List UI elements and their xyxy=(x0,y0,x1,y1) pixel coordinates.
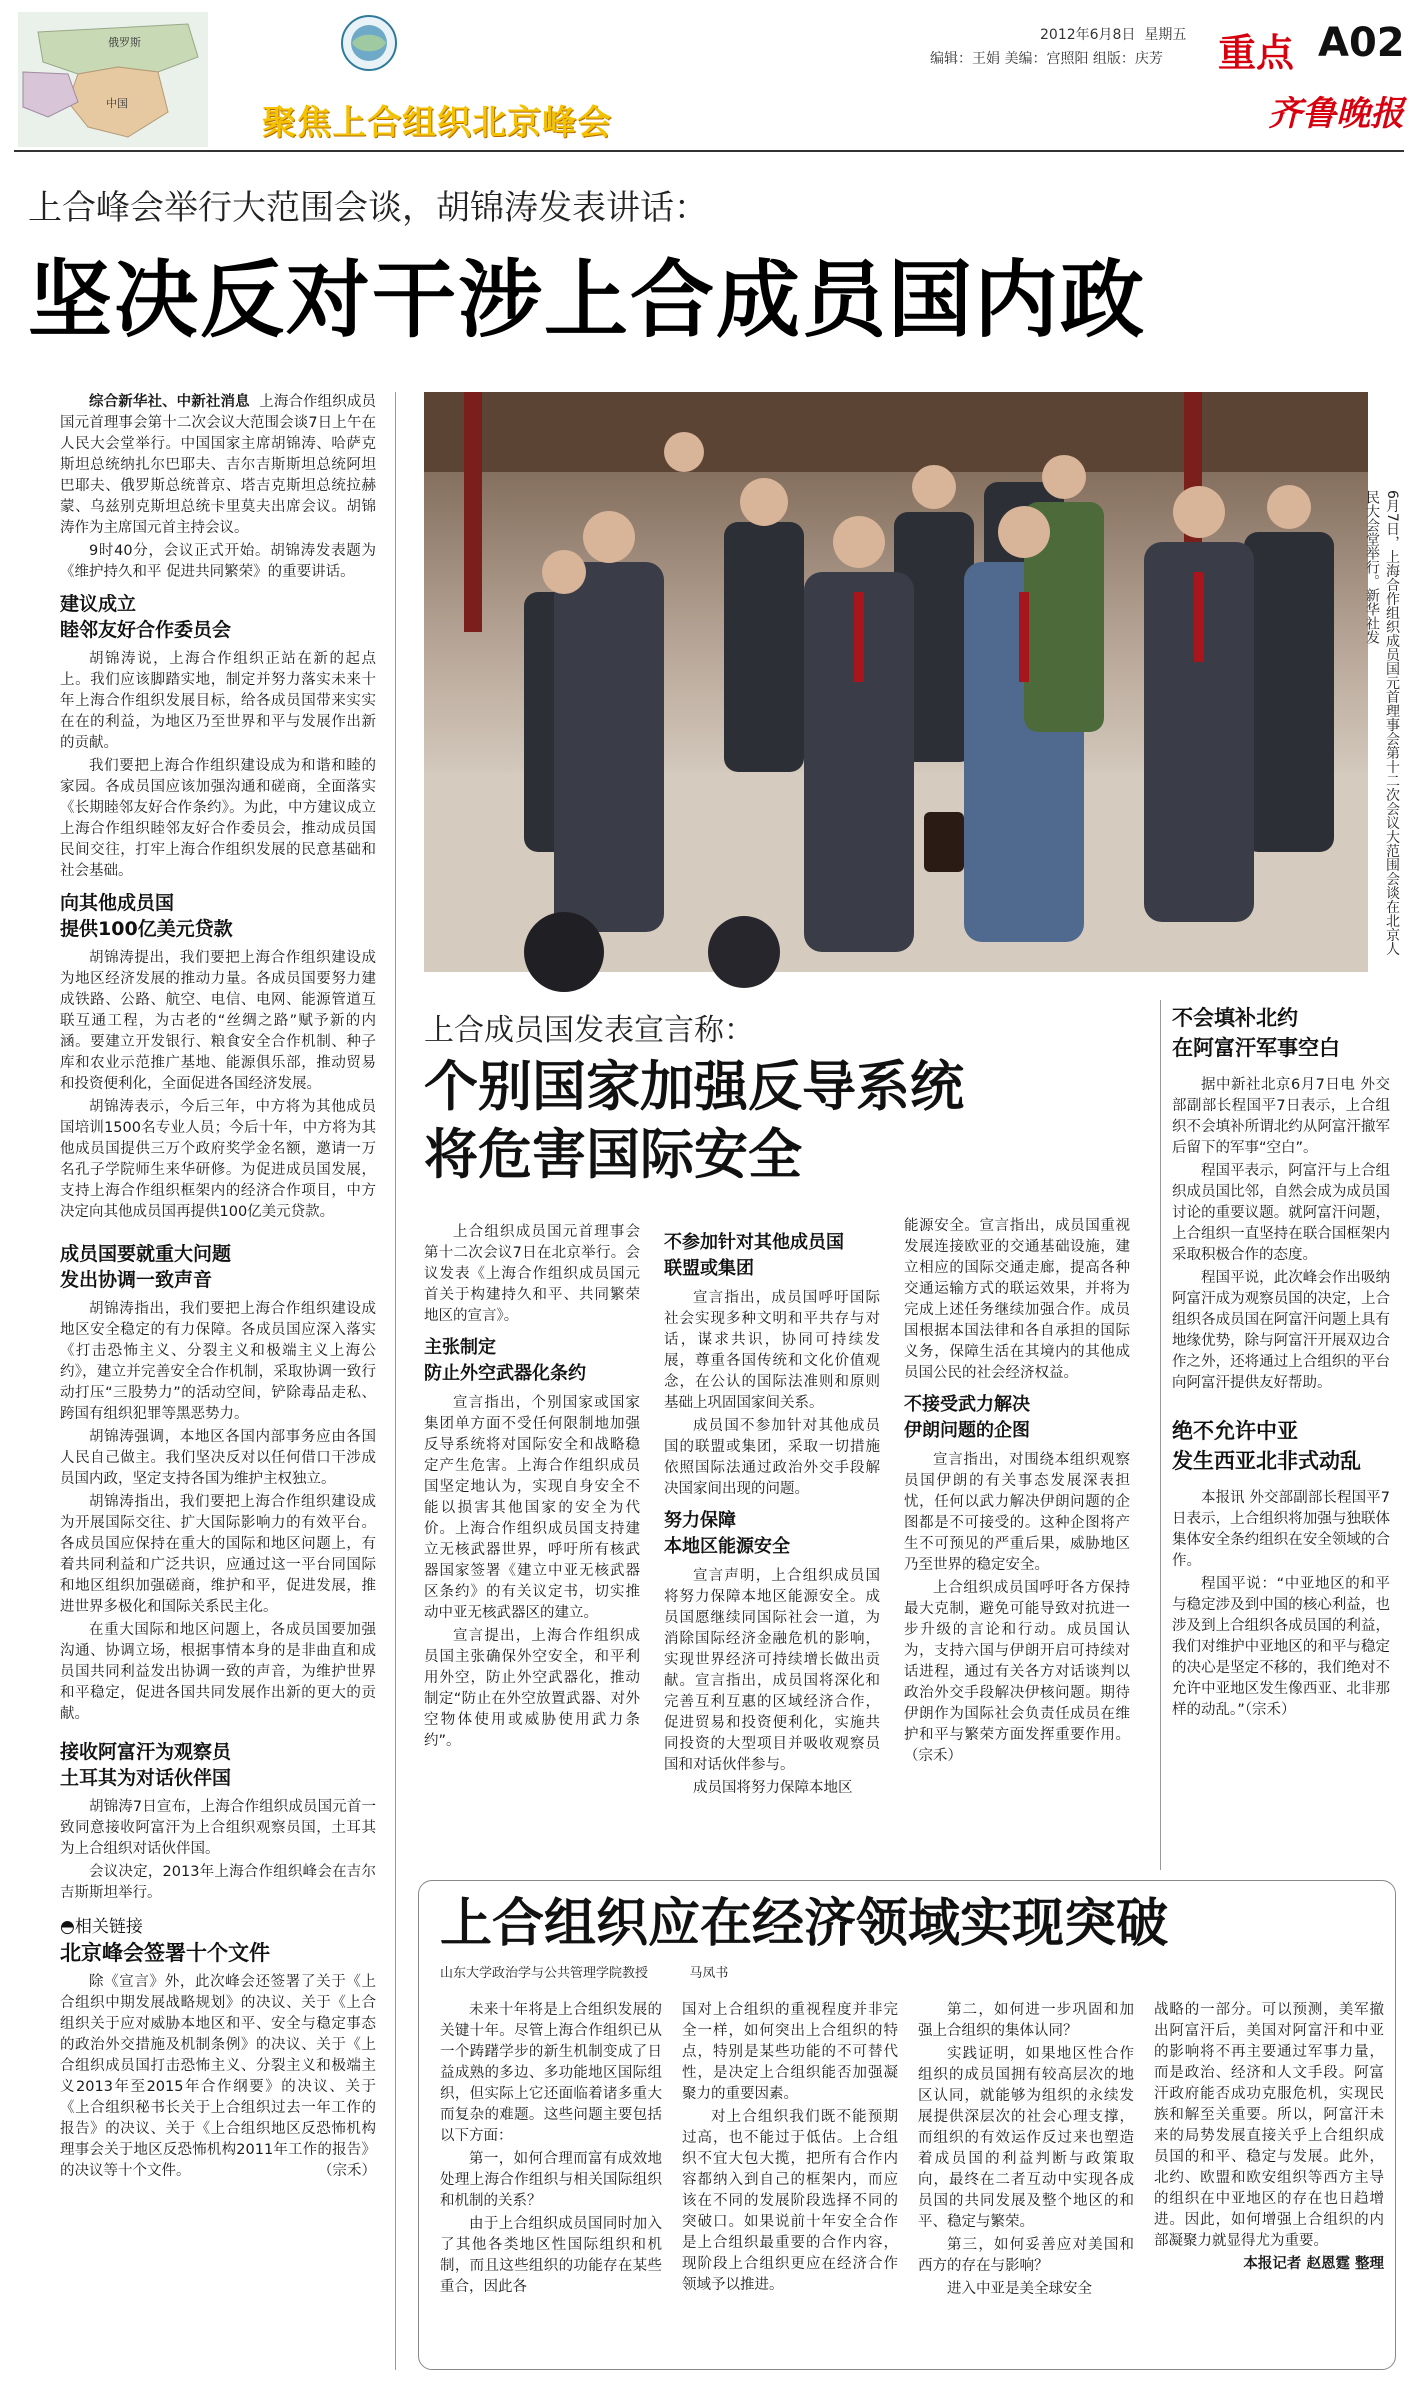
lead-article xyxy=(60,392,376,2370)
sco-logo-icon xyxy=(340,14,398,72)
page-number: A02 xyxy=(1318,20,1405,66)
story3-col-1 xyxy=(440,2000,662,2362)
side-title-2a: 绝不允许中亚 xyxy=(1172,1419,1298,1443)
related-link-para xyxy=(60,1972,376,2182)
lead-byline: 综合新华社、中新社消息 xyxy=(89,394,250,410)
story3-para: 第二，如何进一步巩固和加强上合组织的集体认同？ xyxy=(918,2002,1134,2039)
story2-intro: 上合组织成员国元首理事会第十二次会议7日在北京举行。会议发表《上海合作组织成员国元首关于构建持久和平、共同繁荣地区的宣言》。 xyxy=(424,1224,640,1324)
date-line xyxy=(1040,24,1186,44)
section-1-para: 胡锦涛说，上海合作组织正站在新的起点上。我们应该脚踏实地，制定并努力落实未来十年上海合作组织发展目标，给各成员国带来实实在在的利益，为地区乃至世界和平与发展作出新的贡献。 xyxy=(60,651,376,751)
story2-sub-3b: 本地区能源安全 xyxy=(664,1536,790,1557)
related-link-text: 除《宣言》外，此次峰会还签署了关于《上合组织中期发展战略规划》的决议、关于《上合组织关于应对威胁本地区和平、安全与稳定事态的政治外交措施及机制条例》的决议、关于《上合组织成员国打击恐怖主义、分裂主义和极端主义2013年至2015年合作纲要》的决议、关于《上合组织秘书长关于上合组织过去一年工作的报告》的决议、关于《上合组织地区反恐怖机构理事会关于地区反恐怖机构2011年工作的报告》的决议等十个文件。 xyxy=(60,1974,376,2179)
related-link-label-text: 相关链接 xyxy=(74,1917,143,1937)
side-para: 程国平说，此次峰会作出吸纳阿富汗成为观察员国的决定，上合组织各成员国在阿富汗问题上具有地缘优势，除与阿富汗开展双边合作之外，还将通过上合组织的平台向阿富汗提供友好帮助。 xyxy=(1172,1270,1390,1391)
section-3-title-a: 成员国要就重大问题 xyxy=(60,1243,232,1265)
section-2-title-b: 提供100亿美元贷款 xyxy=(60,918,233,940)
masthead xyxy=(0,0,1417,150)
weekday: 星期五 xyxy=(1144,27,1187,43)
lead-headline: 坚决反对干涉上合成员国内政 xyxy=(28,251,1147,349)
story2-para: 宣言声明，上合组织成员国将努力保障本地区能源安全。成员国愿继续同国际社会一道，为消除国际经济金融危机的影响，实现世界经济可持续增长做出贡献。宣言指出，成员国将深化和完善互利互惠的区域经济合作，促进贸易和投资便利化，实施共同投资的大型项目并吸收观察员国和对话伙伴参与。 xyxy=(664,1568,880,1773)
link-bullet-icon: ◓ xyxy=(60,1917,75,1937)
section-4-para: 会议决定，2013年上海合作组织峰会在吉尔吉斯斯坦举行。 xyxy=(60,1864,376,1901)
section-3-para: 在重大国际和地区问题上，各成员国要加强沟通、协调立场，根据事情本身的是非曲直和成员国共同利益发出协调一致的声音，为维护世界和平稳定，促进各国共同发展作出新的更大的贡献。 xyxy=(60,1622,376,1722)
story2-sub-1a: 主张制定 xyxy=(424,1337,496,1358)
section-4-para: 胡锦涛7日宣布，上海合作组织成员国元首一致同意接收阿富汗为上合组织观察员国，土耳其为上合组织对话伙伴国。 xyxy=(60,1799,376,1857)
story3-author: 山东大学政治学与公共管理学院教授 马凤书 xyxy=(440,1966,729,1981)
banner-title: 聚焦上合组织北京峰会 xyxy=(262,103,612,143)
story3-para: 进入中亚是美全球安全 xyxy=(947,2281,1092,2297)
story2-sub-3a: 努力保障 xyxy=(664,1510,736,1531)
side-para-text: 程国平说：“中亚地区的和平与稳定涉及到中国的核心利益，也涉及到上合组织各成员国的利益，我们对维护中亚地区的和平与稳定的决心是坚定不移的，我们绝对不允许中亚地区发生像西亚、北非那样的动乱。” xyxy=(1172,1576,1390,1718)
photo-figures xyxy=(424,392,1368,972)
story3-para: 未来十年将是上合组织发展的关键十年。尽管上海合作组织已从一个踌躇学步的新生机制变成了日益成熟的多边、多功能地区国际组织，但实际上它还面临着诸多重大而复杂的难题。这些问题主要包括以下方面： xyxy=(440,2002,662,2144)
story2-right-rule xyxy=(1160,1000,1161,1870)
related-link-credit: （宗禾） xyxy=(318,2163,376,2179)
story2-para: 成员国将努力保障本地区 xyxy=(693,1780,853,1796)
section-2-para: 胡锦涛提出，我们要把上海合作组织建设成为地区经济发展的推动力量。各成员国要努力建成铁路、公路、航空、电信、电网、能源管道互联互通工程，为古老的“丝绸之路”赋予新的内涵。要建立开发银行、粮食安全合作机制、种子库和农业示范推广基地、能源俱乐部，推动贸易和投资便利化，全面促进各国经济发展。 xyxy=(60,950,376,1092)
story3-para: 实践证明，如果地区性合作组织的成员国拥有较高层次的地区认同，就能够为组织的永续发展提供深层次的社会心理支撑，而组织的有效运作反过来也塑造着成员国的利益判断与政策取向，最终在二者互动中实现各成员国的共同发展及整个地区的和平、稳定与繁荣。 xyxy=(918,2046,1134,2230)
story3-para: 对上合组织我们既不能预期过高，也不能过于低估。上合组织不宜大包大揽，把所有合作内容都纳入到自己的框架内，而应该在不同的发展阶段选择不同的突破口。如果说前十年安全合作是上合组织最重要的合作内容，现阶段上合组织更应在经济合作领域予以推进。 xyxy=(682,2109,898,2293)
story2-para: 宣言提出，上海合作组织成员国主张确保外空安全，和平利用外空，防止外空武器化，推动制定“防止在外空放置武器、对外空物体使用或威胁使用武力条约”。 xyxy=(424,1628,640,1749)
story2-para: 能源安全。宣言指出，成员国重视发展连接欧亚的交通基础设施，建立相应的国际交通走廊，提高各种交通运输方式的联运效果，并将为完成上述任务继续加强合作。成员国根据本国法律和各自承担的国际义务，保障生活在其境内的其他成员国公民的社会经济权益。 xyxy=(904,1218,1130,1381)
photo-caption: 6月7日，上海合作组织成员国元首理事会第十二次会议大范围会谈在北京人民大会堂举行。新华社发 xyxy=(1364,490,1400,956)
paper-name: 齐鲁晚报 xyxy=(1268,94,1404,134)
story2-sub-4b: 伊朗问题的企图 xyxy=(904,1420,1030,1441)
side-credit: （宗禾） xyxy=(1244,1702,1296,1718)
map-label-russia: 俄罗斯 xyxy=(108,36,141,49)
related-link-title: 北京峰会签署十个文件 xyxy=(60,1941,270,1965)
side-title-1b: 在阿富汗军事空白 xyxy=(1172,1036,1340,1060)
side-para: 据中新社北京6月7日电 外交部副部长程国平7日表示，上合组织不会填补所谓北约从阿富汗撤军后留下的军事“空白”。 xyxy=(1172,1077,1390,1156)
lead-para-2: 9时40分，会议正式开始。胡锦涛发表题为《维护持久和平 促进共同繁荣》的重要讲话。 xyxy=(60,543,376,580)
story2-headline-2: 将危害国际安全 xyxy=(424,1123,802,1186)
side-title-2b: 发生西亚北非式动乱 xyxy=(1172,1449,1361,1473)
story2-credit: （宗禾） xyxy=(904,1748,962,1764)
section-2-title-a: 向其他成员国 xyxy=(60,892,175,914)
story2-col-1 xyxy=(424,1222,640,1882)
section-2-para: 胡锦涛表示，今后三年，中方将为其他成员国培训1500名专业人员；今后十年，中方将为其他成员国提供三万个政府奖学金名额，邀请一万名孔子学院师生来华研修。为促进成员国发展，支持上海合作组织框架内的经济合作项目，中方决定向其他成员国再提供100亿美元贷款。 xyxy=(60,1099,376,1220)
section-3-para: 胡锦涛强调，本地区各国内部事务应由各国人民自己做主。我们坚决反对以任何借口干涉成员国内政，坚定支持各国为维护主权独立。 xyxy=(60,1429,376,1487)
story2-col-3 xyxy=(904,1216,1130,1880)
story2-para: 宣言指出，成员国呼吁国际社会实现多种文明和平共存与对话，谋求共识，协同可持续发展，尊重各国传统和文化价值观念，在公认的国际法准则和原则基础上巩固国家间关系。 xyxy=(664,1290,880,1411)
date: 2012年6月8日 xyxy=(1040,27,1136,43)
lead-kicker: 上合峰会举行大范围会谈，胡锦涛发表讲话： xyxy=(28,188,708,228)
section-3-para: 胡锦涛指出，我们要把上海合作组织建设成地区安全稳定的有力保障。各成员国应深入落实《打击恐怖主义、分裂主义和极端主义上海公约》，建立并完善安全合作机制，采取协调一致行动打压“三股势力”的活动空间，铲除毒品走私、跨国有组织犯罪等黑恶势力。 xyxy=(60,1301,376,1422)
section-4-title-a: 接收阿富汗为观察员 xyxy=(60,1741,232,1763)
story3-reporter: 本报记者 赵恩霆 整理 xyxy=(1243,2256,1384,2272)
story3-col-3 xyxy=(918,2000,1134,2362)
related-link-label xyxy=(60,1914,376,1940)
story2-kicker: 上合成员国发表宣言称： xyxy=(424,1013,754,1048)
section-3-para: 胡锦涛指出，我们要把上海合作组织建设成为开展国际交往、扩大国际影响力的有效平台。各成员国应保持在重大的国际和地区问题上，有着共同利益和广泛共识，应通过这一平台同国际和地区组织加强磋商，维护和平，促进发展，推进世界多极化和国际关系民主化。 xyxy=(60,1494,376,1615)
section-1-title-b: 睦邻友好合作委员会 xyxy=(60,619,232,641)
story2-col-2 xyxy=(664,1230,880,1880)
section-3-title-b: 发出协调一致声音 xyxy=(60,1269,213,1291)
side-title-1a: 不会填补北约 xyxy=(1172,1006,1298,1030)
map-label-china: 中国 xyxy=(106,97,128,110)
section-4-title-b: 土耳其为对话伙伴国 xyxy=(60,1767,232,1789)
story2-sub-2a: 不参加针对其他成员国 xyxy=(664,1232,844,1253)
story2-para: 成员国不参加针对其他成员国的联盟或集团，采取一切措施依照国际法通过政治外交手段解决国家间出现的问题。 xyxy=(664,1418,880,1497)
story2-sub-2b: 联盟或集团 xyxy=(664,1258,754,1279)
summit-photo xyxy=(424,392,1368,972)
section-label: 重点 xyxy=(1218,31,1295,75)
story2-para xyxy=(904,1578,1130,1767)
story3-para: 第一，如何合理而富有成效地处理上海合作组织与相关国际组织和机制的关系？ xyxy=(440,2151,662,2209)
story2-para: 宣言指出，个别国家或国家集团单方面不受任何限制地加强反导系统将对国际安全和战略稳定产生危害。上海合作组织成员国坚定地认为，实现自身安全不能以损害其他国家的安全为代价。上海合作组织成员国支持建立无核武器世界，呼吁所有核武器国家签署《建立中亚无核武器区条约》的有关议定书，切实推动中亚无核武器区的建立。 xyxy=(424,1395,640,1621)
story2-para-text: 上合组织成员国呼吁各方保持最大克制，避免可能导致对抗进一步升级的言论和行动。成员国认为，支持六国与伊朗开启可持续对话进程，通过有关各方对话谈判以政治外交手段解决伊核问题。期待伊朗作为国际社会负责任成员在维护和平与繁荣方面发挥重要作用。 xyxy=(904,1580,1130,1743)
section-1-title-a: 建议成立 xyxy=(60,593,137,615)
story2-para: 宣言指出，对围绕本组织观察员国伊朗的有关事态发展深表担忧，任何以武力解决伊朗问题的企图都是不可接受的。这种企图将产生不可预见的严重后果，威胁地区乃至世界的稳定安全。 xyxy=(904,1452,1130,1573)
side-para: 程国平表示，阿富汗与上合组织成员国比邻，自然会成为成员国讨论的重要议题。就阿富汗问题，上合组织一直坚持在联合国框架内采取积极合作的态度。 xyxy=(1172,1163,1390,1263)
story3-para: 国对上合组织的重视程度并非完全一样，如何突出上合组织的特点，特别是某些功能的不可替代性，是决定上合组织能否加强凝聚力的重要因素。 xyxy=(682,2002,898,2102)
side-para xyxy=(1172,1574,1390,1721)
side-para: 本报讯 外交部副部长程国平7日表示，上合组织将加强与独联体集体安全条约组织在安全领域的合作。 xyxy=(1172,1490,1390,1569)
story3-col-4 xyxy=(1154,2000,1384,2362)
story2-headline-1: 个别国家加强反导系统 xyxy=(424,1055,964,1118)
lead-para-1 xyxy=(60,392,376,539)
column-rule xyxy=(395,392,396,2370)
story3-para: 由于上合组织成员国同时加入了其他各类地区性国际组织和机制，而且这些组织的功能存在某些重合，因此各 xyxy=(440,2216,662,2295)
story2-sub-1b: 防止外空武器化条约 xyxy=(424,1363,586,1384)
story3-para: 第三，如何妥善应对美国和西方的存在与影响？ xyxy=(918,2237,1134,2274)
story3-para: 战略的一部分。可以预测，美军撤出阿富汗后，美国对阿富汗和中亚的影响将不再主要通过军事力量，而是政治、经济和人文手段。阿富汗政府能否成功克服危机，实现民族和解至关重要。所以，阿富汗未来的局势发展直接关乎上合组织成员国的和平、稳定与发展。此外，北约、欧盟和欧安组织等西方主导的组织在中亚地区的存在也日趋增进。因此，如何增强上合组织的内部凝聚力就显得尤为重要。 xyxy=(1154,2002,1384,2249)
story2-sub-4a: 不接受武力解决 xyxy=(904,1394,1030,1415)
side-story xyxy=(1172,1005,1390,1875)
masthead-rule xyxy=(14,150,1404,152)
lead-para-1-text: 上海合作组织成员国元首理事会第十二次会议大范围会谈7日上午在人民大会堂举行。中国国家主席胡锦涛、哈萨克斯坦总统纳扎尔巴耶夫、吉尔吉斯斯坦总统阿坦巴耶夫、俄罗斯总统普京、塔吉克斯坦总统拉赫蒙、乌兹别克斯坦总统卡里莫夫出席会议。胡锦涛作为主席国元首主持会议。 xyxy=(60,394,377,536)
section-1-para: 我们要把上海合作组织建设成为和谐和睦的家园。各成员国应该加强沟通和磋商，全面落实《长期睦邻友好合作条约》。为此，中方建议成立上海合作组织睦邻友好合作委员会，推动成员国民间交往，打牢上海合作组织发展的民意基础和社会基础。 xyxy=(60,758,376,879)
editors: 编辑：王娟 美编：宫照阳 组版：庆芳 xyxy=(930,51,1163,67)
story3-col-2 xyxy=(682,2000,898,2362)
map-graphic xyxy=(18,12,208,147)
story3-headline: 上合组织应在经济领域实现突破 xyxy=(440,1894,1169,1954)
